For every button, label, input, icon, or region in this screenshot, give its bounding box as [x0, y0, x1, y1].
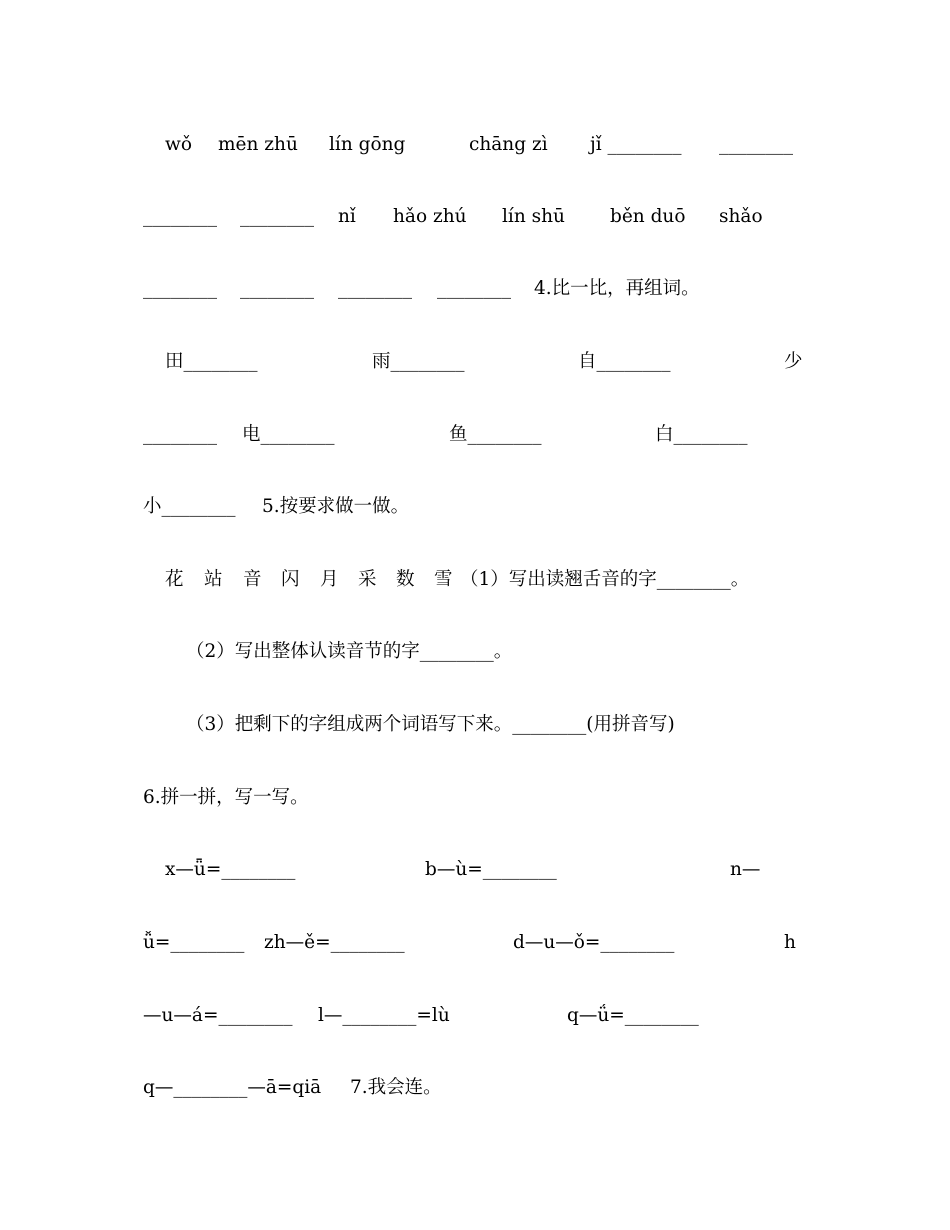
pinyin-text: nǐ — [338, 206, 356, 227]
pinyin-text: jǐ ________ — [590, 134, 682, 155]
sub-question: （2）写出整体认读音节的字________。 — [186, 641, 513, 662]
character-blank: 小________ — [143, 496, 236, 517]
character-blank: 电________ — [242, 424, 335, 445]
text-line-5 — [0, 415, 950, 455]
character-text: 站 — [204, 569, 223, 590]
pinyin-exercise: l—________=lù — [318, 1005, 450, 1026]
text-line-10 — [0, 778, 950, 818]
pinyin-text: mēn zhū — [218, 134, 298, 155]
text-line-3 — [0, 269, 950, 309]
character-text: 雪 — [434, 569, 453, 590]
pinyin-text: lín gōng — [329, 134, 406, 155]
answer-blank: ________ — [143, 278, 217, 299]
text-line-7 — [0, 560, 950, 600]
text-line-12 — [0, 923, 950, 963]
pinyin-exercise: d—u—ǒ=________ — [513, 932, 675, 953]
answer-blank: ________ — [143, 424, 217, 445]
sub-question: （1）写出读翘舌音的字________。 — [460, 569, 750, 590]
pinyin-exercise: n— — [730, 859, 761, 880]
pinyin-exercise: q—ǘ=________ — [567, 1005, 699, 1026]
pinyin-exercise: —u—á=________ — [143, 1005, 293, 1026]
answer-blank: ________ — [240, 206, 314, 227]
character-blank: 自________ — [578, 351, 671, 372]
text-line-4 — [0, 342, 950, 382]
character-text: 少 — [784, 351, 803, 372]
pinyin-text: běn duō — [610, 206, 686, 227]
text-line-1 — [0, 125, 950, 165]
character-text: 音 — [243, 569, 262, 590]
text-line-9 — [0, 705, 950, 745]
character-blank: 雨________ — [372, 351, 465, 372]
pinyin-exercise: zh—ě=________ — [264, 932, 405, 953]
text-line-8 — [0, 632, 950, 672]
text-line-11 — [0, 850, 950, 890]
text-line-6 — [0, 487, 950, 527]
character-text: 数 — [396, 569, 415, 590]
question-heading: 5.按要求做一做。 — [262, 496, 410, 517]
question-heading: 6.拼一拼，写一写。 — [143, 787, 309, 808]
answer-blank: ________ — [240, 278, 314, 299]
question-heading: 7.我会连。 — [350, 1077, 442, 1098]
pinyin-text: shǎo — [719, 206, 763, 227]
character-blank: 白________ — [655, 424, 748, 445]
pinyin-text: chāng zì — [469, 134, 548, 155]
pinyin-exercise: ǚ=________ — [143, 932, 245, 953]
answer-blank: ________ — [719, 134, 793, 155]
pinyin-text: lín shū — [502, 206, 565, 227]
character-text: 花 — [165, 569, 184, 590]
answer-blank: ________ — [437, 278, 511, 299]
pinyin-exercise: x—ǖ=________ — [165, 859, 296, 880]
character-blank: 鱼________ — [449, 424, 542, 445]
text-line-2 — [0, 197, 950, 237]
character-blank: 田________ — [165, 351, 258, 372]
pinyin-exercise: q—________—ā=qiā — [143, 1077, 322, 1098]
question-heading: 4.比一比，再组词。 — [534, 278, 700, 299]
pinyin-exercise: h — [784, 932, 796, 953]
pinyin-text: wǒ — [165, 134, 192, 155]
text-line-13 — [0, 996, 950, 1036]
text-line-14 — [0, 1068, 950, 1108]
answer-blank: ________ — [143, 206, 217, 227]
character-text: 月 — [320, 569, 339, 590]
sub-question: （3）把剩下的字组成两个词语写下来。________(用拼音写) — [186, 714, 675, 735]
answer-blank: ________ — [338, 278, 412, 299]
character-text: 采 — [358, 569, 377, 590]
pinyin-exercise: b—ù=________ — [425, 859, 557, 880]
character-text: 闪 — [281, 569, 300, 590]
pinyin-text: hǎo zhú — [393, 206, 467, 227]
